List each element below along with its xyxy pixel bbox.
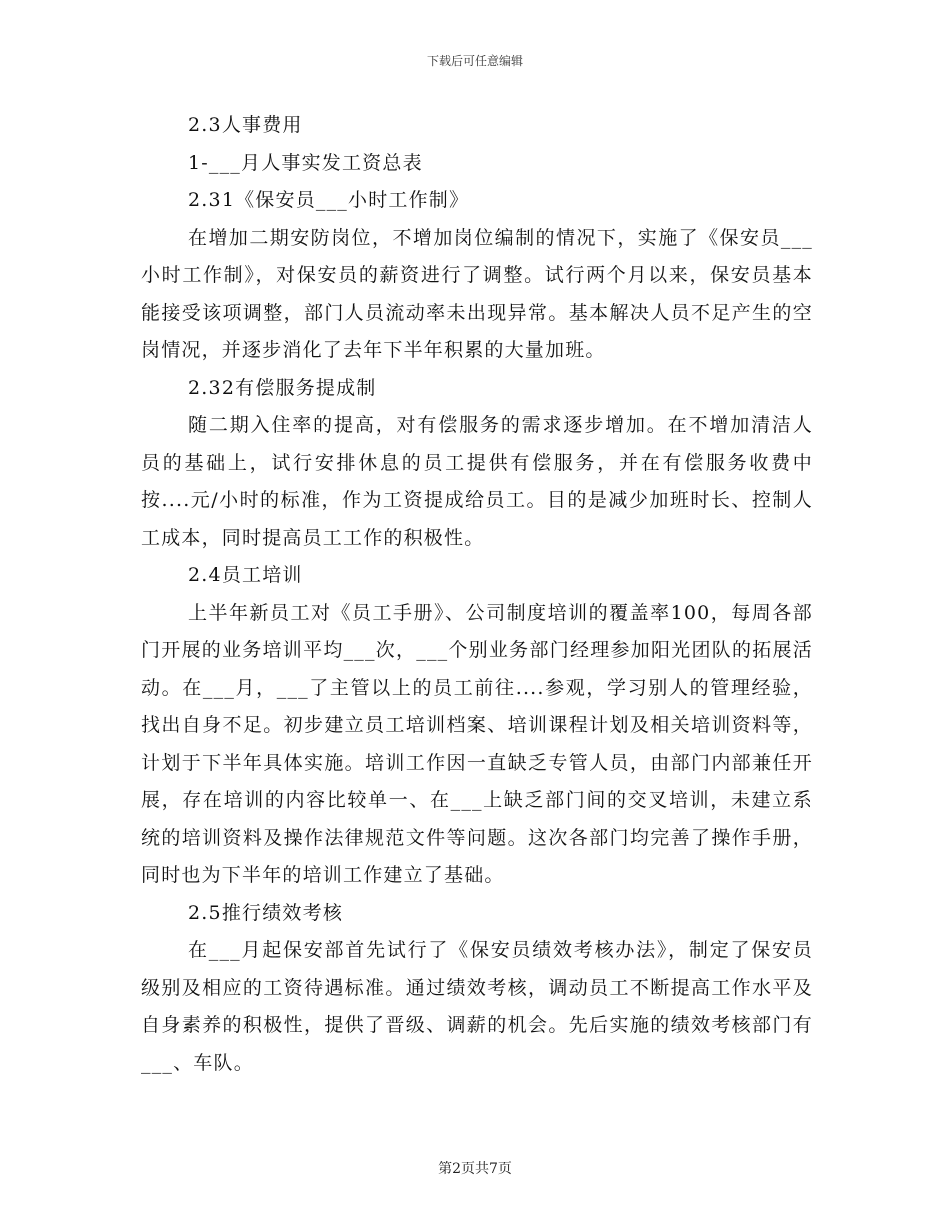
table-caption-salary: 1-___月人事实发工资总表: [188, 151, 423, 174]
paragraph-security-hours: 在增加二期安防岗位，不增加岗位编制的情况下，实施了《保安员___小时工作制》，对保安员的薪资进行了调整。试行两个月以来，保安员基本能接受该项调整，部门人员流动率未出现异常。基本解决人员不足产生的空岗情况，并逐步消化了去年下半年积累的大量加班。: [141, 226, 813, 361]
page-footer: 第2页共7页: [438, 1161, 512, 1177]
section-heading-2-32: 2.32有偿服务提成制: [188, 376, 377, 399]
section-heading-2-31: 2.31《保安员___小时工作制》: [188, 189, 470, 211]
paragraph-paid-service: 随二期入住率的提高，对有偿服务的需求逐步增加。在不增加清洁人员的基础上，试行安排休息的员工提供有偿服务，并在有偿服务收费中按....元/小时的标准，作为工资提成给员工。目的是减少加班时长、控制人工成本，同时提高员工工作的积极性。: [141, 414, 813, 549]
paragraph-performance: 在___月起保安部首先试行了《保安员绩效考核办法》，制定了保安员级别及相应的工资待遇标准。通过绩效考核，调动员工不断提高工作水平及自身素养的积极性，提供了晋级、调薪的机会。先后实施的绩效考核部门有___、车队。: [141, 939, 813, 1074]
section-heading-2-4: 2.4员工培训: [188, 564, 303, 586]
page-header: 下载后可任意编辑: [426, 54, 523, 68]
section-heading-2-3: 2.3人事费用: [188, 114, 303, 136]
section-heading-2-5: 2.5推行绩效考核: [188, 901, 344, 924]
paragraph-training: 上半年新员工对《员工手册》、公司制度培训的覆盖率100，每周各部门开展的业务培训平均___次，___个别业务部门经理参加阳光团队的拓展活动。在___月，___了主管以上的员工前往....参观，学习别人的管理经验，找出自身不足。初步建立员工培训档案、培训课程计划及相关培训资料等，计划于下半年具体实施。培训工作因一直缺乏专管人员，由部门内部兼任开展，存在培训的内容比较单一、在___上缺乏部门间的交叉培训，未建立系统的培训资料及操作法律规范文件等问题。这次各部门均完善了操作手册，同时也为下半年的培训工作建立了基础。: [141, 601, 813, 886]
document-body: [141, 107, 813, 1082]
